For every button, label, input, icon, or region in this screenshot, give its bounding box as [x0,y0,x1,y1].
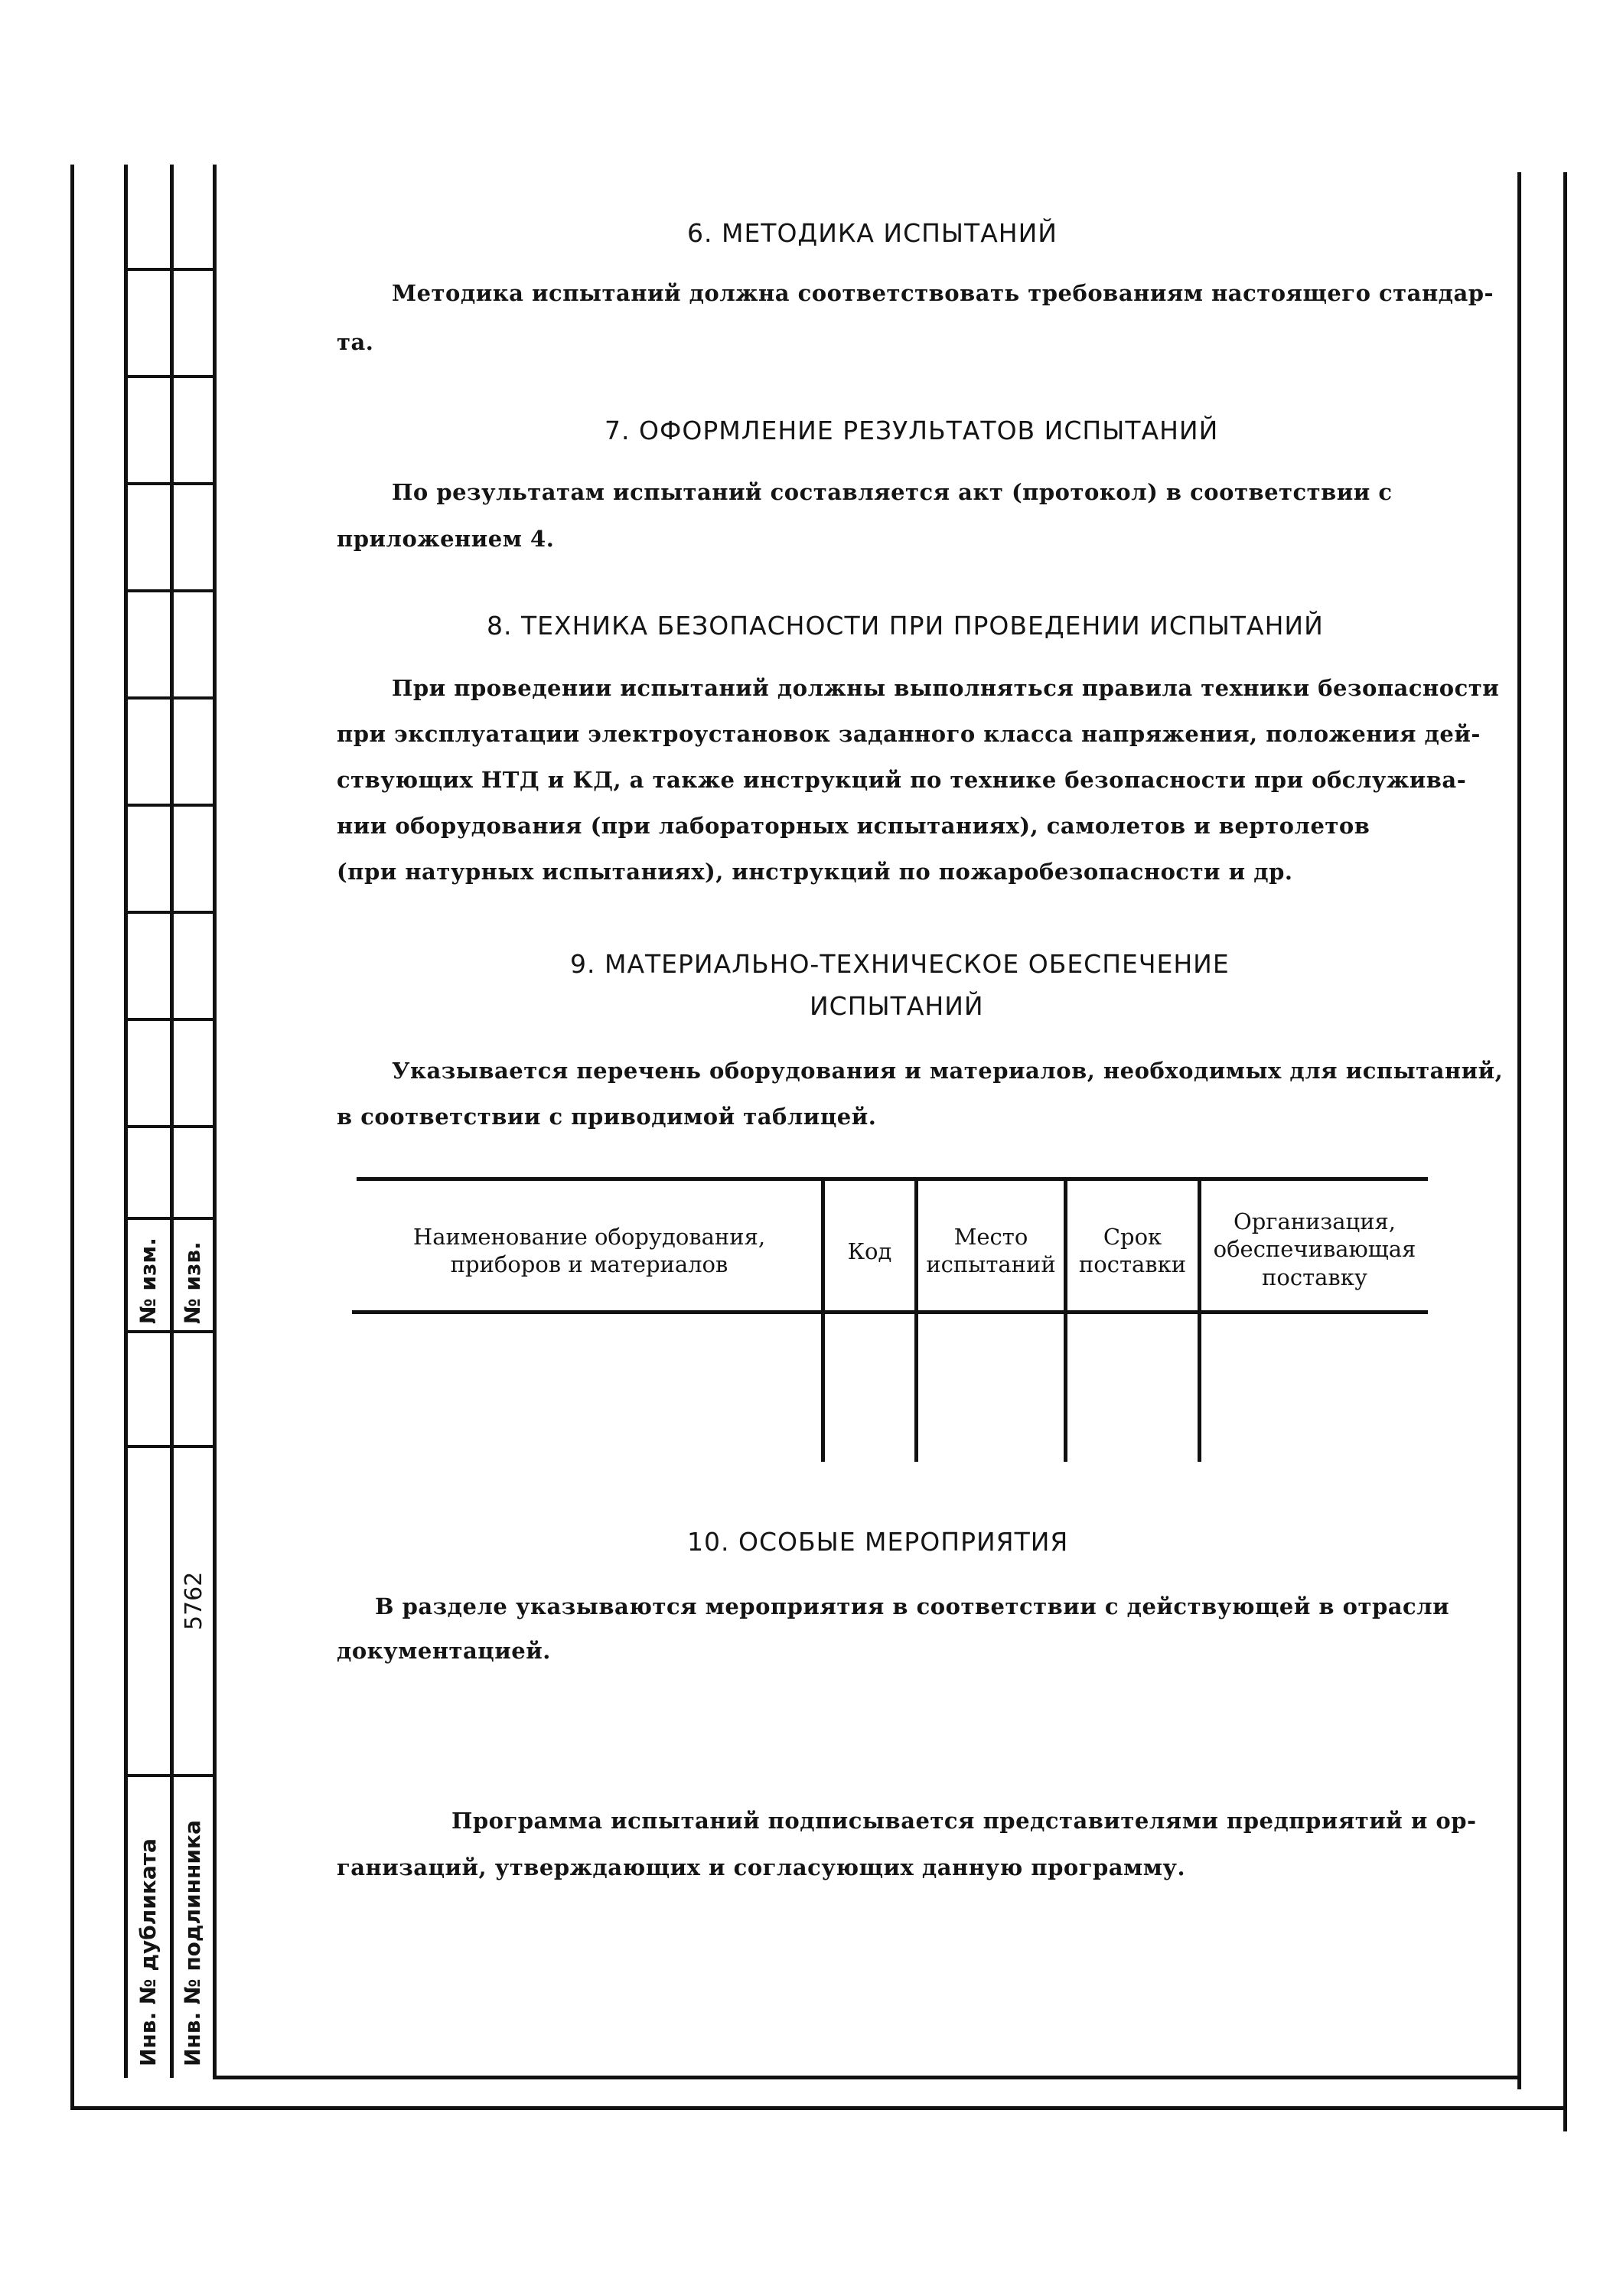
table-header-organization [1201,1208,1428,1291]
header-line: обеспечивающая [1213,1236,1416,1263]
header-line: Срок [1103,1224,1162,1250]
original-inv-value: 5762 [181,1571,207,1630]
section-6-line-2: та. [337,329,374,355]
table-top-rule [357,1177,1428,1181]
section-6-heading: 6. МЕТОДИКА ИСПЫТАНИЙ [687,218,1058,248]
header-line: приборов и материалов [450,1251,728,1278]
frame-right-2 [1563,172,1567,2131]
margin-tick [124,1217,216,1220]
frame-left-inner-1 [124,165,128,2078]
frame-bottom-1 [213,2076,1521,2079]
frame-right-1 [1517,172,1521,2089]
section-10-line-1: В разделе указываются мероприятия в соответствии с действующей в отрасли [375,1593,1450,1619]
section-7-line-2: приложением 4. [337,526,555,552]
section-8-heading: 8. ТЕХНИКА БЕЗОПАСНОСТИ ПРИ ПРОВЕДЕНИИ ИСПЫТАНИЙ [487,611,1324,641]
frame-left-inner-2 [170,165,174,2078]
header-line: испытаний [926,1251,1056,1278]
section-10-line-2: документацией. [337,1638,551,1664]
table-header-term [1067,1223,1198,1279]
frame-bottom-2 [70,2106,1567,2110]
margin-tick [124,268,216,271]
section-9-line-2: в соответствии с приводимой таблицей. [337,1104,877,1130]
margin-tick [124,375,216,378]
margin-tick [124,589,216,592]
frame-left-inner-3 [213,165,217,2078]
closing-line-1: Программа испытаний подписывается представителями предприятий и ор- [451,1808,1477,1834]
margin-tick [124,1125,216,1128]
section-6-line-1: Методика испытаний должна соответствовать требованиям настоящего стандар- [392,280,1494,306]
margin-tick [124,804,216,807]
section-8-line-2: при эксплуатации электроустановок заданного класса напряжения, положения дей- [337,721,1481,747]
margin-tick [124,1018,216,1021]
header-line: Наименование оборудования, [412,1224,766,1250]
table-col-divider [821,1179,825,1462]
header-line: поставку [1262,1264,1367,1290]
section-8-line-1: При проведении испытаний должны выполняться правила техники безопасности [392,675,1500,701]
section-10-heading: 10. ОСОБЫЕ МЕРОПРИЯТИЯ [687,1527,1069,1557]
header-line: Место [953,1224,1028,1250]
margin-tick [124,1774,216,1777]
margin-tick [124,696,216,700]
section-7-line-1: По результатам испытаний составляется акт (протокол) в соответствии с [392,479,1393,505]
original-inv-label: Инв. № подлинника [180,1820,205,2066]
table-col-divider [1064,1179,1067,1462]
section-8-line-5: (при натурных испытаниях), инструкций по пожаробезопасности и др. [337,859,1293,885]
header-line: поставки [1078,1251,1187,1278]
section-8-line-3: ствующих НТД и КД, а также инструкций по технике безопасности при обслужива- [337,767,1467,793]
margin-tick [124,1445,216,1448]
header-line: Организация, [1233,1208,1396,1234]
section-7-heading: 7. ОФОРМЛЕНИЕ РЕЗУЛЬТАТОВ ИСПЫТАНИЙ [605,416,1219,445]
frame-left-outer [70,165,74,2108]
section-8-line-4: нии оборудования (при лабораторных испытаниях), самолетов и вертолетов [337,813,1370,839]
section-9-heading-2: ИСПЫТАНИЙ [810,991,984,1021]
table-col-divider [914,1179,918,1462]
margin-tick [124,1330,216,1333]
table-header-code [825,1238,914,1265]
document-no-label: № изв. [180,1241,205,1324]
table-header-rule [352,1310,1428,1314]
duplicate-inv-label: Инв. № дубликата [135,1838,161,2066]
table-header-equipment [360,1223,819,1279]
margin-tick [124,911,216,914]
section-9-heading: 9. МАТЕРИАЛЬНО-ТЕХНИЧЕСКОЕ ОБЕСПЕЧЕНИЕ [570,949,1230,979]
margin-tick [124,482,216,485]
header-line: Код [847,1238,892,1264]
table-header-place [918,1223,1064,1279]
section-9-line-1: Указывается перечень оборудования и материалов, необходимых для испытаний, [392,1058,1504,1084]
closing-line-2: ганизаций, утверждающих и согласующих данную программу. [337,1854,1186,1880]
change-no-label: № изм. [135,1238,161,1324]
